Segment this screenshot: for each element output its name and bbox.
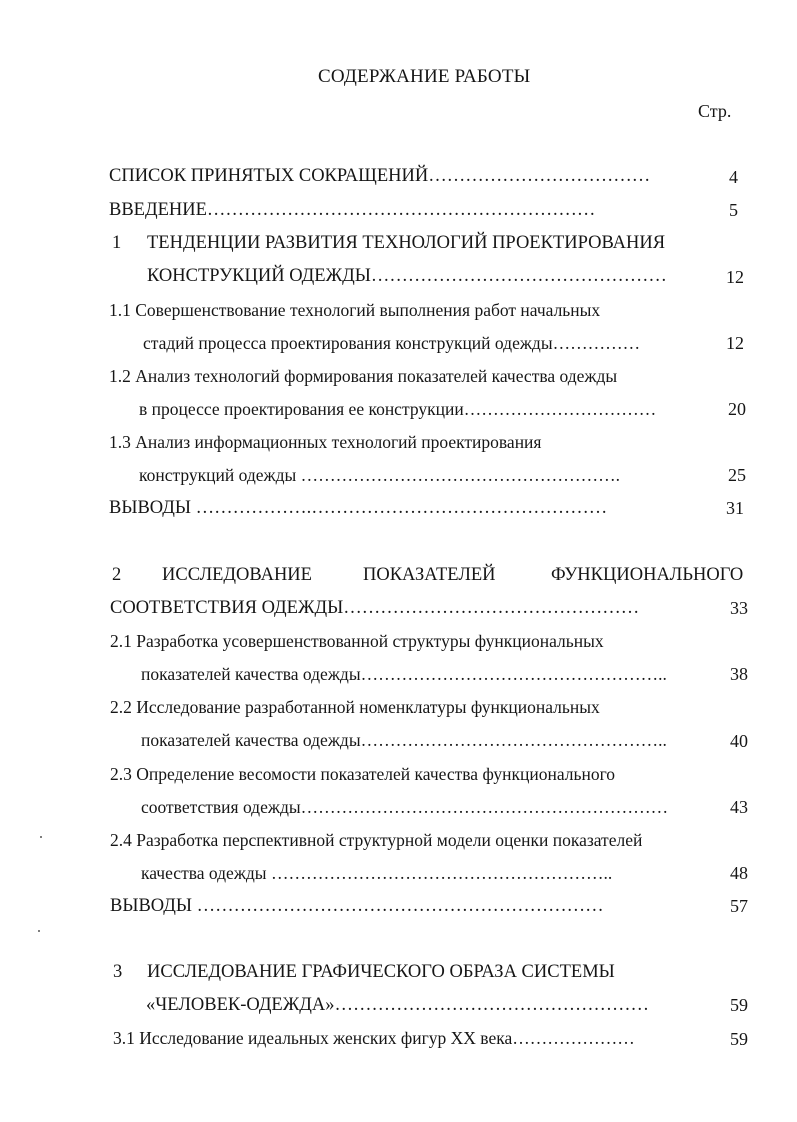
toc-entry-conclusions-1[interactable] bbox=[109, 498, 607, 518]
toc-dot-leader: …………………………………………… bbox=[334, 995, 650, 1015]
toc-page-number: 38 bbox=[730, 664, 748, 684]
toc-entry-text: ВВЕДЕНИЕ bbox=[109, 200, 207, 220]
toc-chapter-2-title-word[interactable]: ИССЛЕДОВАНИЕ bbox=[162, 565, 312, 585]
toc-entry-abbreviations[interactable] bbox=[109, 166, 650, 186]
toc-page-number: 12 bbox=[726, 333, 744, 353]
toc-chapter-number: 2 bbox=[112, 565, 122, 585]
toc-entry-text: 3.1 Исследование идеальных женских фигур XX века bbox=[113, 1028, 513, 1048]
toc-page-number: 59 bbox=[730, 1029, 748, 1049]
toc-entry-text: СООТВЕТСТВИЯ ОДЕЖДЫ bbox=[110, 598, 344, 618]
toc-entry-text: ВЫВОДЫ bbox=[110, 896, 197, 916]
toc-page-number: 57 bbox=[730, 896, 748, 916]
toc-dot-leader: ………………………………………………….. bbox=[270, 863, 613, 883]
toc-section-2-2[interactable]: 2.2 Исследование разработанной номенклатуры функциональных bbox=[110, 697, 600, 717]
toc-section-3-1[interactable] bbox=[113, 1028, 635, 1048]
toc-page-number: 31 bbox=[726, 498, 744, 518]
toc-dot-leader: ………………………………………………………… bbox=[196, 896, 604, 916]
toc-section-1-3-cont[interactable] bbox=[139, 465, 620, 485]
toc-page-number: 33 bbox=[730, 598, 748, 618]
toc-section-1-3[interactable]: 1.3 Анализ информационных технологий проектирования bbox=[109, 432, 542, 452]
toc-dot-leader: ……………………………… bbox=[428, 166, 651, 186]
toc-dot-leader: …………………………… bbox=[463, 399, 657, 419]
toc-entry-text: ВЫВОДЫ bbox=[109, 498, 196, 518]
toc-dot-leader: ……………………………………………………… bbox=[206, 200, 596, 220]
toc-section-1-2-cont[interactable] bbox=[139, 399, 656, 419]
toc-page-number: 59 bbox=[730, 995, 748, 1015]
toc-entry-text: в процессе проектирования ее конструкции bbox=[139, 399, 464, 419]
toc-chapter-1-title-cont[interactable] bbox=[147, 266, 667, 286]
scan-speck bbox=[40, 836, 42, 838]
toc-chapter-number: 1 bbox=[112, 233, 122, 253]
toc-entry-text: КОНСТРУКЦИЙ ОДЕЖДЫ bbox=[147, 266, 371, 286]
toc-chapter-2-title-word[interactable]: ФУНКЦИОНАЛЬНОГО bbox=[551, 565, 744, 585]
toc-entry-conclusions-2[interactable] bbox=[110, 896, 604, 916]
toc-dot-leader: …………………………………………….. bbox=[360, 730, 667, 750]
toc-section-2-4-cont[interactable] bbox=[141, 863, 612, 883]
toc-chapter-number: 3 bbox=[113, 962, 123, 982]
toc-section-2-1[interactable]: 2.1 Разработка усовершенствованной структуры функциональных bbox=[110, 631, 604, 651]
toc-section-2-3-cont[interactable] bbox=[141, 797, 668, 817]
toc-entry-text: СПИСОК ПРИНЯТЫХ СОКРАЩЕНИЙ bbox=[109, 166, 429, 186]
page-title: СОДЕРЖАНИЕ РАБОТЫ bbox=[318, 66, 531, 87]
toc-dot-leader: ………………………………………………. bbox=[300, 465, 621, 485]
toc-entry-text: показателей качества одежды bbox=[141, 664, 361, 684]
toc-chapter-3-title[interactable]: ИССЛЕДОВАНИЕ ГРАФИЧЕСКОГО ОБРАЗА СИСТЕМЫ bbox=[147, 962, 615, 982]
toc-chapter-2-title-word[interactable]: ПОКАЗАТЕЛЕЙ bbox=[363, 565, 496, 585]
toc-dot-leader: …………… bbox=[552, 333, 641, 353]
toc-entry-text: «ЧЕЛОВЕК-ОДЕЖДА» bbox=[146, 995, 335, 1015]
toc-page-number: 12 bbox=[726, 267, 744, 287]
toc-page-number: 43 bbox=[730, 797, 748, 817]
toc-dot-leader: ………………………………………… bbox=[370, 266, 667, 286]
toc-section-2-2-cont[interactable] bbox=[141, 730, 667, 750]
scan-speck bbox=[38, 930, 40, 932]
toc-page-number: 48 bbox=[730, 863, 748, 883]
toc-page-number: 4 bbox=[729, 167, 738, 187]
toc-page-number: 5 bbox=[729, 200, 738, 220]
toc-chapter-2-title-cont[interactable] bbox=[110, 598, 639, 618]
toc-entry-text: соответствия одежды bbox=[141, 797, 301, 817]
toc-dot-leader: ……………….………………………………………… bbox=[195, 498, 608, 518]
toc-dot-leader: ……………………………………………………… bbox=[300, 797, 669, 817]
toc-chapter-3-title-cont[interactable] bbox=[146, 995, 649, 1015]
toc-entry-text: показателей качества одежды bbox=[141, 730, 361, 750]
toc-section-1-1-cont[interactable] bbox=[143, 333, 640, 353]
toc-entry-text: качества одежды bbox=[141, 863, 271, 883]
toc-section-2-3[interactable]: 2.3 Определение весомости показателей качества функционального bbox=[110, 764, 616, 784]
toc-page-number: 25 bbox=[728, 465, 746, 485]
toc-page-number: 40 bbox=[730, 731, 748, 751]
page-column-label: Стр. bbox=[698, 101, 732, 121]
toc-section-1-1[interactable]: 1.1 Совершенствование технологий выполнения работ начальных bbox=[109, 300, 601, 320]
toc-dot-leader: …………………………………………….. bbox=[360, 664, 667, 684]
toc-dot-leader: ………………… bbox=[512, 1028, 635, 1048]
toc-section-2-1-cont[interactable] bbox=[141, 664, 667, 684]
toc-section-1-2[interactable]: 1.2 Анализ технологий формирования показателей качества одежды bbox=[109, 366, 618, 386]
toc-entry-introduction[interactable] bbox=[109, 200, 595, 220]
toc-page-number: 20 bbox=[728, 399, 746, 419]
toc-section-2-4[interactable]: 2.4 Разработка перспективной структурной модели оценки показателей bbox=[110, 830, 643, 850]
toc-dot-leader: ………………………………………… bbox=[343, 598, 640, 618]
toc-chapter-1-title[interactable]: ТЕНДЕНЦИИ РАЗВИТИЯ ТЕХНОЛОГИЙ ПРОЕКТИРОВАНИЯ bbox=[147, 233, 666, 253]
toc-entry-text: стадий процесса проектирования конструкций одежды bbox=[143, 333, 553, 353]
toc-entry-text: конструкций одежды bbox=[139, 465, 301, 485]
